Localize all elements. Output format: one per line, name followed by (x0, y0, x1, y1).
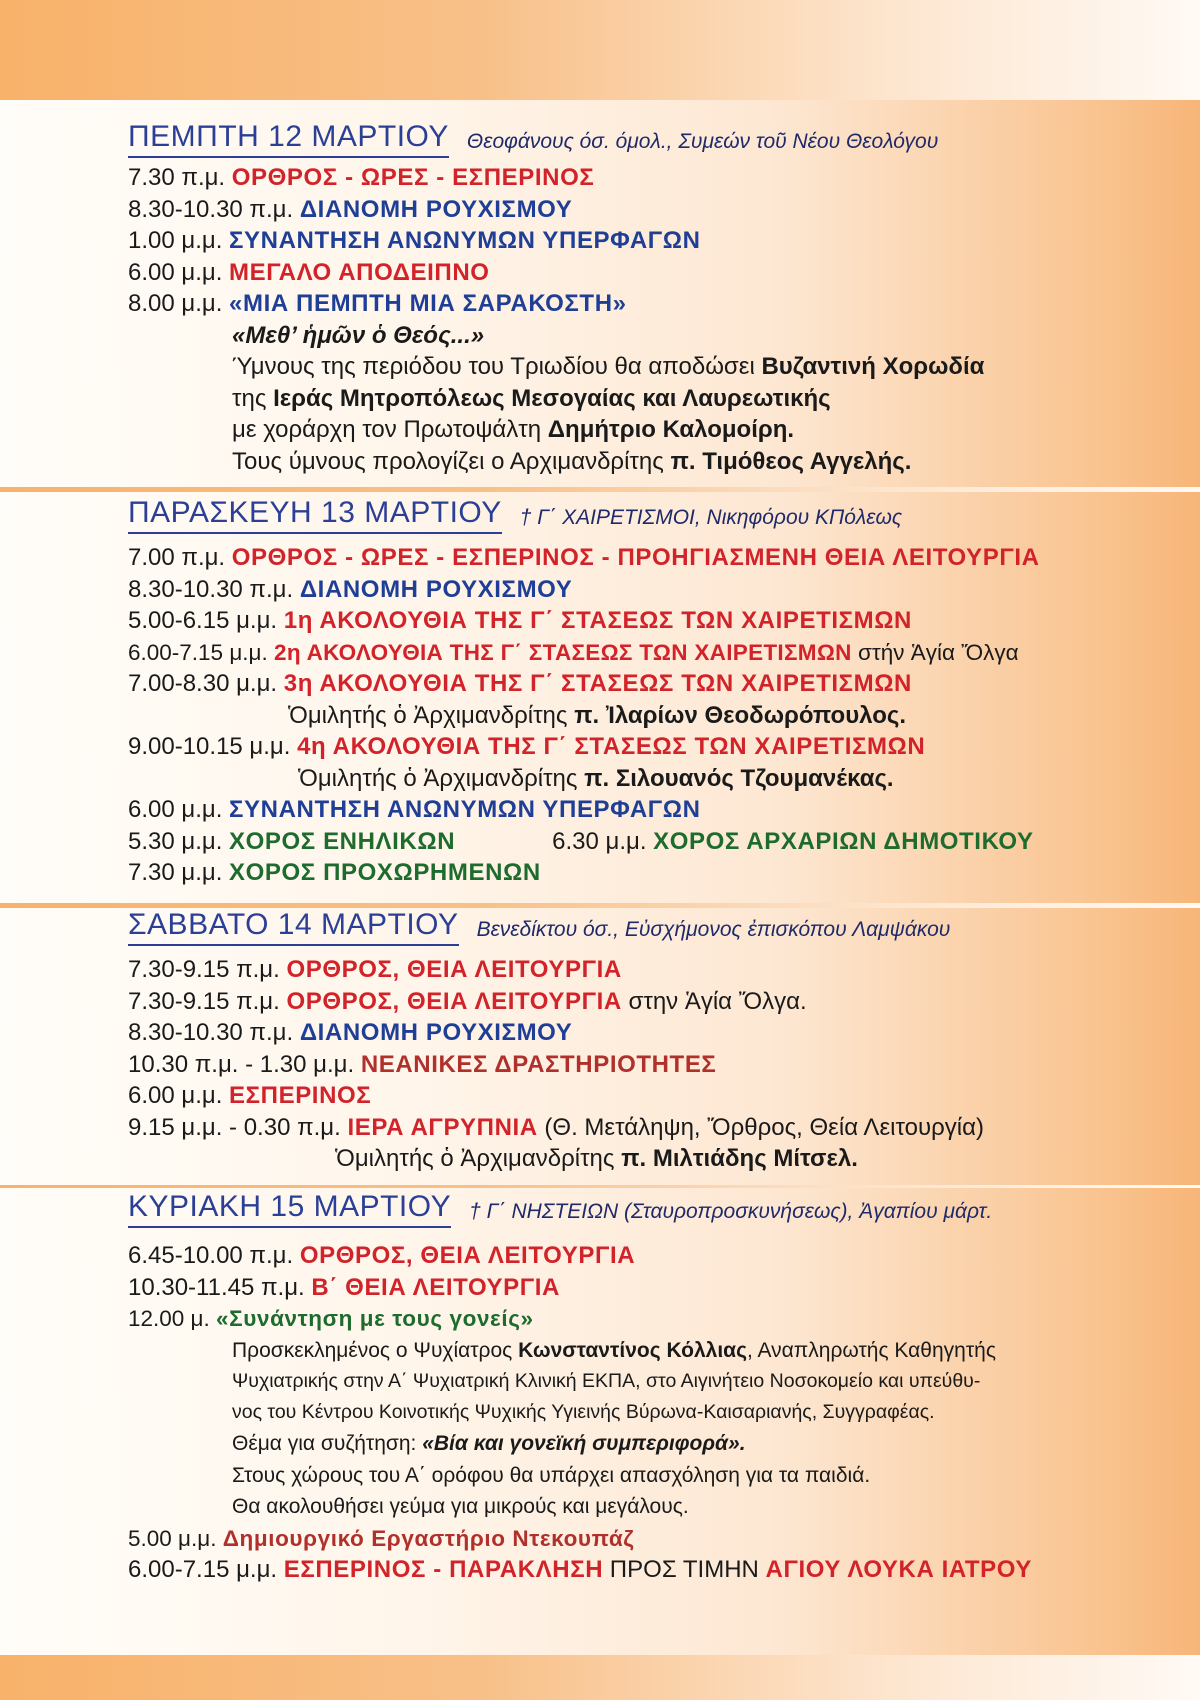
item-title: 1η ΑΚΟΛΟΥΘΙΑ ΤΗΣ Γ΄ ΣΤΑΣΕΩΣ ΤΩΝ ΧΑΙΡΕΤΙΣΜΩΝ (283, 607, 912, 634)
item-time: 9.15 μ.μ. - 0.30 π.μ. (128, 1113, 341, 1141)
schedule-item (128, 1303, 1188, 1335)
item-title: «Συνάντηση με τους γονείς» (216, 1306, 534, 1331)
event-description: με χοράρχη τον Πρωτοψάλτη Δημήτριο Καλομοίρη. (232, 416, 795, 443)
schedule-item (128, 954, 1188, 986)
schedule-item (128, 731, 1188, 763)
item-time: 7.00 π.μ. (128, 544, 226, 571)
event-description: της Ιεράς Μητροπόλεως Μεσογαίας και Λαυρεωτικής (232, 384, 831, 412)
item-time: 5.30 μ.μ. (128, 827, 223, 855)
schedule-thursday (128, 120, 1188, 477)
item-time: 12.00 μ. (128, 1306, 210, 1331)
item-title: ΜΕΓΑΛΟ ΑΠΟΔΕΙΠΝΟ (229, 258, 490, 286)
schedule-saturday (128, 908, 1188, 1175)
item-title: ΙΕΡΑ ΑΓΡΥΠΝΙΑ (347, 1113, 538, 1141)
schedule-friday (128, 496, 1188, 889)
item-location: στην Ἁγία Ὄλγα. (621, 987, 807, 1015)
schedule-item (128, 257, 1188, 289)
schedule-item (128, 1112, 1188, 1144)
item-time: 10.30-11.45 π.μ. (128, 1273, 305, 1301)
item-time: 5.00 μ.μ. (128, 1525, 217, 1551)
event-description: νος του Κέντρου Κοινοτικής Ψυχικής Υγιεινής Βύρωνα-Καισαριανής, Συγγραφέας. (232, 1401, 935, 1423)
item-time: 6.00-7.15 μ.μ. (128, 1556, 278, 1583)
event-description: Ύμνους της περιόδου του Τριωδίου θα αποδώσει Βυζαντινή Χορωδία (232, 353, 985, 380)
item-title: ΔΙΑΝΟΜΗ ΡΟΥΧΙΣΜΟΥ (299, 195, 573, 223)
day-header (128, 120, 1188, 158)
item-title: 4η ΑΚΟΛΟΥΘΙΑ ΤΗΣ Γ΄ ΣΤΑΣΕΩΣ ΤΩΝ ΧΑΙΡΕΤΙΣΜΩΝ (297, 733, 926, 760)
item-time: 7.30-9.15 π.μ. (128, 987, 280, 1015)
schedule-item (128, 826, 1188, 858)
event-subtitle: «Μεθ’ ἡμῶν ὁ Θεός...» (232, 321, 485, 349)
item-title: ΧΟΡΟΣ ΕΝΗΛΙΚΩΝ (229, 827, 456, 855)
item-time: 6.00 μ.μ. (128, 796, 223, 823)
schedule-item (128, 574, 1188, 606)
item-title: ΝΕΑΝΙΚΕΣ ΔΡΑΣΤΗΡΙΟΤΗΤΕΣ (360, 1050, 717, 1078)
schedule-item (128, 225, 1188, 257)
speaker-line: Ὁμιλητής ὁ Ἀρχιμανδρίτης π. Μιλτιάδης Μίτσελ. (335, 1145, 858, 1172)
day-header (128, 908, 1188, 946)
event-description: Στους χώρους του Α΄ ορόφου θα υπάρχει απασχόληση για τα παιδιά. (232, 1463, 871, 1487)
schedule-item: 6.00-7.15 μ.μ. ΕΣΠΕΡΙΝΟΣ - ΠΑΡΑΚΛΗΣΗ ΠΡΟΣ ΤΙΜΗΝ ΑΓΙΟΥ ΛΟΥΚΑ ΙΑΤΡΟΥ (128, 1556, 1032, 1583)
item-time: 6.00 μ.μ. (128, 258, 223, 286)
feast-of-day: Θεοφάνους όσ. όμολ., Συμεών τοῦ Νέου Θεολόγου (466, 130, 939, 153)
event-description: Θέμα για συζήτηση: «Βία και γονεϊκή συμπεριφορά». (232, 1432, 746, 1455)
schedule-item (128, 637, 1188, 669)
item-time: 8.00 μ.μ. (128, 290, 223, 317)
schedule-item (128, 605, 1188, 637)
item-time: 8.30-10.30 π.μ. (128, 575, 294, 603)
item-time: 6.30 μ.μ. (552, 827, 647, 855)
item-note: (Θ. Μετάληψη, Ὄρθρος, Θεία Λειτουργία) (537, 1113, 984, 1141)
schedule-item (128, 162, 1188, 194)
item-time: 1.00 μ.μ. (128, 227, 223, 254)
schedule-item (128, 794, 1188, 826)
item-title: ΣΥΝΑΝΤΗΣΗ ΑΝΩΝΥΜΩΝ ΥΠΕΡΦΑΓΩΝ (229, 227, 701, 254)
item-title: ΟΡΘΡΟΣ - ΩΡΕΣ - ΕΣΠΕΡΙΝΟΣ - ΠΡΟΗΓΙΑΣΜΕΝΗ ΘΕΙΑ ΛΕΙΤΟΥΡΓΙΑ (231, 544, 1040, 571)
feast-of-day: † Γ΄ ΧΑΙΡΕΤΙΣΜΟΙ, Νικηφόρου ΚΠόλεως (519, 506, 903, 529)
day-title: ΠΑΡΑΣΚΕΥΗ 13 ΜΑΡΤΙΟΥ (128, 496, 502, 534)
schedule-item (128, 288, 1188, 320)
schedule-item (128, 1240, 1188, 1272)
item-title: ΧΟΡΟΣ ΠΡΟΧΩΡΗΜΕΝΩΝ (229, 859, 541, 886)
schedule-item (128, 1049, 1188, 1081)
item-title: ΕΣΠΕΡΙΝΟΣ - ΠΑΡΑΚΛΗΣΗ (283, 1556, 604, 1583)
day-title: ΣΑΒΒΑΤΟ 14 ΜΑΡΤΙΟΥ (128, 908, 459, 946)
schedule-item (128, 668, 1188, 700)
schedule-sunday (128, 1190, 1188, 1586)
item-time: 7.00-8.30 μ.μ. (128, 670, 278, 697)
item-title: ΟΡΘΡΟΣ, ΘΕΙΑ ΛΕΙΤΟΥΡΓΙΑ (299, 1242, 636, 1269)
speaker-line: Ὁμιλητής ὁ Ἀρχιμανδρίτης π. Ἰλαρίων Θεοδωρόπουλος. (288, 701, 907, 729)
item-title: ΔΙΑΝΟΜΗ ΡΟΥΧΙΣΜΟΥ (299, 575, 573, 603)
speaker-line: Ὁμιλητής ὁ Ἀρχιμανδρίτης π. Σιλουανός Τζουμανέκας. (298, 764, 894, 792)
event-description: Τους ύμνους προλογίζει ο Αρχιμανδρίτης π. Τιμόθεος Αγγελής. (232, 447, 912, 475)
item-title: ΔΙΑΝΟΜΗ ΡΟΥΧΙΣΜΟΥ (299, 1019, 573, 1046)
schedule-item (128, 1272, 1188, 1304)
event-description: Προσκεκλημένος ο Ψυχίατρος Κωνσταντίνος Κόλλιας, Αναπληρωτής Καθηγητής (232, 1338, 996, 1362)
item-time: 6.00 μ.μ. (128, 1082, 223, 1109)
item-time: 7.30-9.15 π.μ. (128, 956, 280, 983)
item-location: στήν Ἁγία Ὄλγα (851, 639, 1019, 665)
day-title: ΚΥΡΙΑΚΗ 15 ΜΑΡΤΙΟΥ (128, 1190, 451, 1228)
schedule-item (128, 542, 1188, 574)
item-time: 6.00-7.15 μ.μ. (128, 639, 268, 665)
item-time: 8.30-10.30 π.μ. (128, 195, 294, 223)
schedule-item (128, 194, 1188, 226)
item-title: «ΜΙΑ ΠΕΜΠΤΗ ΜΙΑ ΣΑΡΑΚΟΣΤΗ» (229, 290, 627, 317)
item-time: 8.30-10.30 π.μ. (128, 1019, 294, 1046)
schedule-item (128, 986, 1188, 1018)
item-title: ΑΓΙΟΥ ΛΟΥΚΑ ΙΑΤΡΟΥ (765, 1556, 1032, 1583)
feast-of-day: † Γ΄ ΝΗΣΤΕΙΩΝ (Σταυροπροσκυνήσεως), Ἀγαπίου μάρτ. (469, 1200, 993, 1223)
item-title: 3η ΑΚΟΛΟΥΘΙΑ ΤΗΣ Γ΄ ΣΤΑΣΕΩΣ ΤΩΝ ΧΑΙΡΕΤΙΣΜΩΝ (283, 670, 912, 697)
day-title: ΠΕΜΠΤΗ 12 ΜΑΡΤΙΟΥ (128, 120, 449, 158)
event-description: Θα ακολουθήσει γεύμα για μικρούς και μεγάλους. (232, 1495, 689, 1518)
item-time: 9.00-10.15 μ.μ. (128, 733, 291, 760)
schedule-item (128, 1080, 1188, 1112)
day-header (128, 496, 1188, 534)
item-title: ΟΡΘΡΟΣ, ΘΕΙΑ ΛΕΙΤΟΥΡΓΙΑ (286, 956, 622, 983)
item-title: Β΄ ΘΕΙΑ ΛΕΙΤΟΥΡΓΙΑ (311, 1273, 560, 1301)
schedule-item (128, 1017, 1188, 1049)
feast-of-day: Βενεδίκτου όσ., Εὐσχήμονος ἐπισκόπου Λαμψάκου (476, 918, 951, 941)
item-title: ΟΡΘΡΟΣ - ΩΡΕΣ - ΕΣΠΕΡΙΝΟΣ (231, 164, 595, 191)
item-title: ΧΟΡΟΣ ΑΡΧΑΡΙΩΝ ΔΗΜΟΤΙΚΟΥ (653, 827, 1034, 855)
item-title: Δημιουργικό Εργαστήριο Ντεκουπάζ (222, 1525, 635, 1551)
schedule-item (128, 857, 1188, 889)
day-header (128, 1190, 1188, 1228)
item-title: ΟΡΘΡΟΣ, ΘΕΙΑ ΛΕΙΤΟΥΡΓΙΑ (286, 987, 622, 1015)
item-time: 5.00-6.15 μ.μ. (128, 607, 278, 634)
item-time: 7.30 π.μ. (128, 164, 226, 191)
item-title: ΕΣΠΕΡΙΝΟΣ (229, 1082, 372, 1109)
item-time: 10.30 π.μ. - 1.30 μ.μ. (128, 1050, 355, 1078)
item-time: 6.45-10.00 π.μ. (128, 1242, 294, 1269)
schedule-item (128, 1523, 1188, 1555)
item-title: ΣΥΝΑΝΤΗΣΗ ΑΝΩΝΥΜΩΝ ΥΠΕΡΦΑΓΩΝ (229, 796, 701, 823)
item-title: 2η ΑΚΟΛΟΥΘΙΑ ΤΗΣ Γ΄ ΣΤΑΣΕΩΣ ΤΩΝ ΧΑΙΡΕΤΙΣΜΩΝ (274, 639, 852, 665)
event-description: Ψυχιατρικής στην Α΄ Ψυχιατρική Κλινική ΕΚΠΑ, στο Αιγινήτειο Νοσοκομείο και υπεύθυ- (232, 1370, 981, 1392)
item-time: 7.30 μ.μ. (128, 859, 223, 886)
top-background-band (0, 0, 1200, 100)
